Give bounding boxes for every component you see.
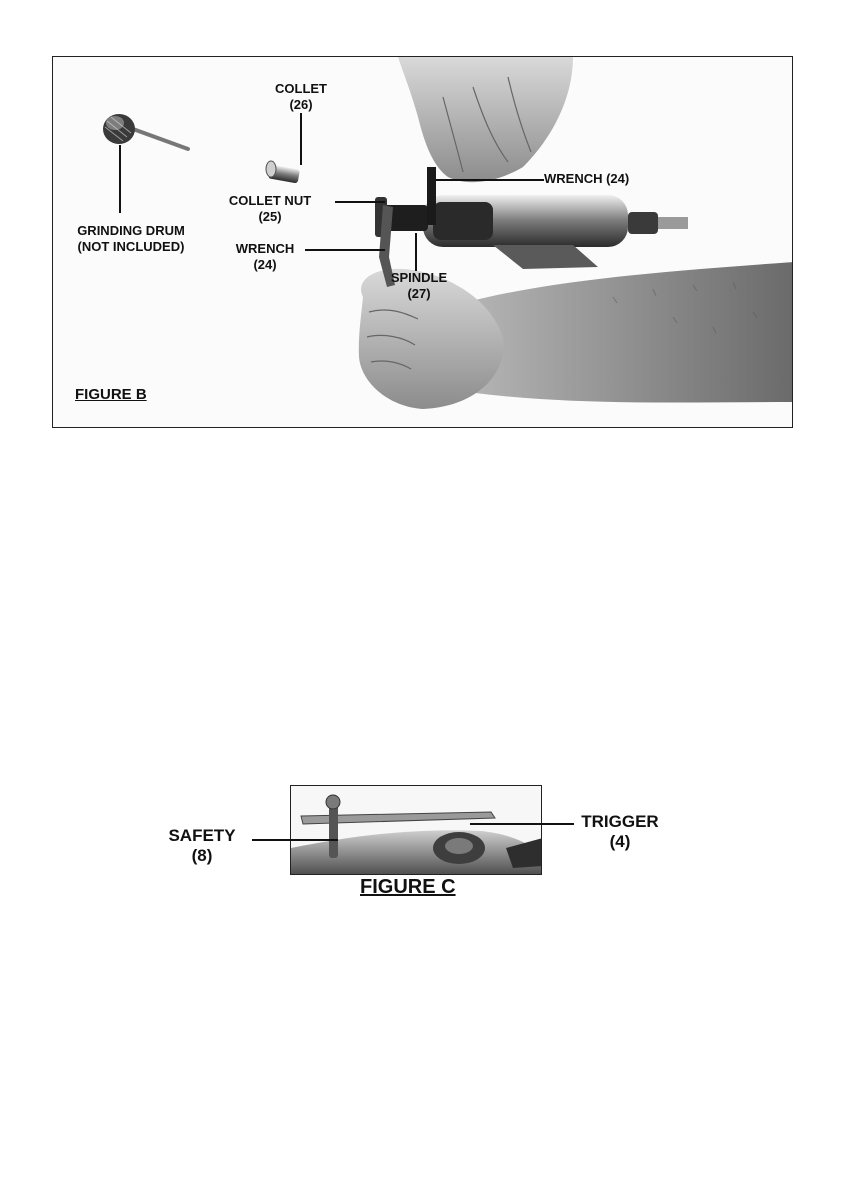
spindle-label-number: (27) xyxy=(407,286,431,301)
collet-part xyxy=(266,161,300,183)
wrench-top-label xyxy=(544,171,629,187)
safety-label-name: SAFETY xyxy=(168,826,236,845)
trigger-leader xyxy=(470,823,574,825)
collet-nut-label-name: COLLET NUT xyxy=(228,193,312,208)
collet-label-name: COLLET xyxy=(275,81,327,96)
wrench-left-label-number: (24) xyxy=(253,257,277,272)
trigger-safety-photo xyxy=(291,786,542,875)
collet-nut-label-number: (25) xyxy=(258,209,282,224)
spindle-label-name: SPINDLE xyxy=(390,270,448,285)
collet-nut-leader xyxy=(335,201,385,203)
trigger-label-name: TRIGGER xyxy=(581,812,659,831)
collet-label xyxy=(267,81,335,113)
collet-label-number: (26) xyxy=(289,97,313,112)
collet-leader xyxy=(300,113,302,165)
wrench-top-label-text: WRENCH (24) xyxy=(544,171,630,186)
die-grinder-tool xyxy=(375,195,688,269)
wrench-left-leader xyxy=(305,249,385,251)
wrench-top-part xyxy=(427,167,436,225)
safety-label-number: (8) xyxy=(191,846,213,865)
wrench-left-label xyxy=(225,241,305,273)
trigger-label xyxy=(570,812,670,852)
safety-label xyxy=(150,826,254,866)
wrench-left-label-name: WRENCH xyxy=(235,241,295,256)
grinding-drum-leader xyxy=(119,145,121,213)
collet-nut-label xyxy=(205,193,335,225)
wrench-top-leader xyxy=(436,179,544,181)
safety-leader xyxy=(252,839,338,841)
grinding-drum xyxy=(103,114,188,149)
figure-c-photo-frame xyxy=(290,785,542,875)
grinding-drum-label-line1: GRINDING DRUM xyxy=(77,223,185,238)
grinding-drum-label-line2: (NOT INCLUDED) xyxy=(77,239,185,254)
grinding-drum-label xyxy=(61,223,201,255)
figure-b-title: FIGURE B xyxy=(75,386,147,403)
figure-c-title: FIGURE C xyxy=(360,876,456,898)
figure-c-panel xyxy=(150,772,670,902)
spindle-label xyxy=(379,270,459,302)
spindle-leader xyxy=(415,233,417,271)
trigger-label-number: (4) xyxy=(609,832,631,851)
figure-b-panel xyxy=(52,56,793,428)
